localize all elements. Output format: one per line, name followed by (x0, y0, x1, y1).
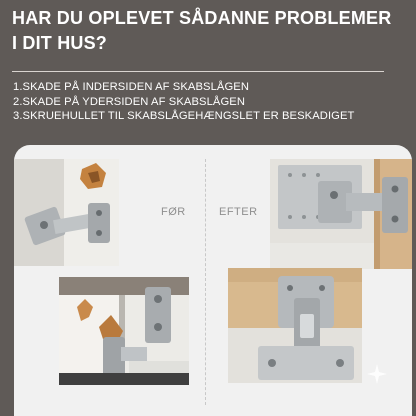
before-after-panel (14, 145, 412, 416)
before-photo-top (14, 159, 119, 266)
header-divider (12, 71, 384, 72)
after-label: EFTER (219, 206, 258, 218)
after-photo-bottom (228, 268, 362, 383)
problem-item-3: 3.SKRUEHULLET TIL SKABSLÅGEHÆNGSLET ER BESKADIGET (13, 110, 355, 122)
before-photo-bottom (59, 277, 189, 385)
problem-item-1: 1.SKADE PÅ INDERSIDEN AF SKABSLÅGEN (13, 81, 250, 93)
headline (12, 6, 408, 56)
column-separator (205, 159, 206, 405)
problem-list (13, 80, 413, 124)
before-label: FØR (161, 206, 186, 218)
after-photo-top (270, 159, 412, 269)
problem-item-2: 2.SKADE PÅ YDERSIDEN AF SKABSLÅGEN (13, 95, 245, 108)
sparkle-icon (366, 363, 388, 385)
headline-line-2: I DIT HUS? (12, 33, 107, 53)
headline-line-1: HAR DU OPLEVET SÅDANNE PROBLEMER (12, 8, 392, 28)
